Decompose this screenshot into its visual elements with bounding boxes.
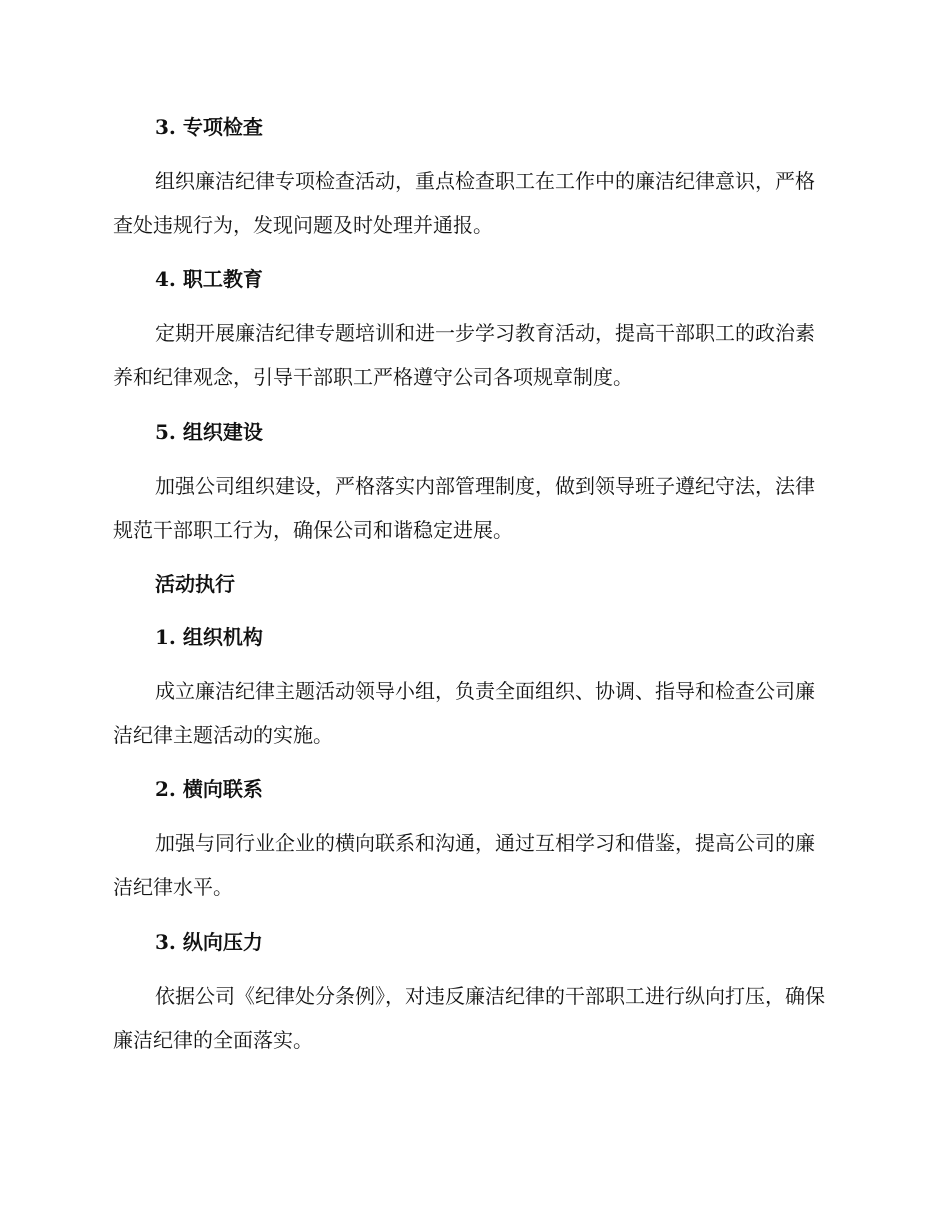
section-heading-activity-execution: 活动执行 xyxy=(155,572,235,596)
section-heading-organization-building: 5. 组织建设 xyxy=(155,420,263,444)
section-heading-horizontal-links: 2. 横向联系 xyxy=(155,777,263,801)
paragraph-organization-building: 加强公司组织建设，严格落实内部管理制度，做到领导班子遵纪守法，法律规范干部职工行为，确保公司和谐稳定进展。 xyxy=(113,474,815,542)
section-heading-special-inspection: 3. 专项检查 xyxy=(155,115,263,139)
paragraph-horizontal-links: 加强与同行业企业的横向联系和沟通，通过互相学习和借鉴，提高公司的廉洁纪律水平。 xyxy=(113,831,815,899)
section-heading-staff-education: 4. 职工教育 xyxy=(155,267,263,291)
section-heading-vertical-pressure: 3. 纵向压力 xyxy=(155,930,263,954)
paragraph-special-inspection: 组织廉洁纪律专项检查活动，重点检查职工在工作中的廉洁纪律意识，严格查处违规行为，发现问题及时处理并通报。 xyxy=(113,169,815,237)
paragraph-vertical-pressure: 依据公司《纪律处分条例》，对违反廉洁纪律的干部职工进行纵向打压，确保廉洁纪律的全面落实。 xyxy=(113,984,825,1052)
section-heading-organization-structure: 1. 组织机构 xyxy=(155,625,263,649)
paragraph-organization-structure: 成立廉洁纪律主题活动领导小组，负责全面组织、协调、指导和检查公司廉洁纪律主题活动的实施。 xyxy=(113,679,815,747)
paragraph-staff-education: 定期开展廉洁纪律专题培训和进一步学习教育活动，提高干部职工的政治素养和纪律观念，引导干部职工严格遵守公司各项规章制度。 xyxy=(113,321,815,389)
